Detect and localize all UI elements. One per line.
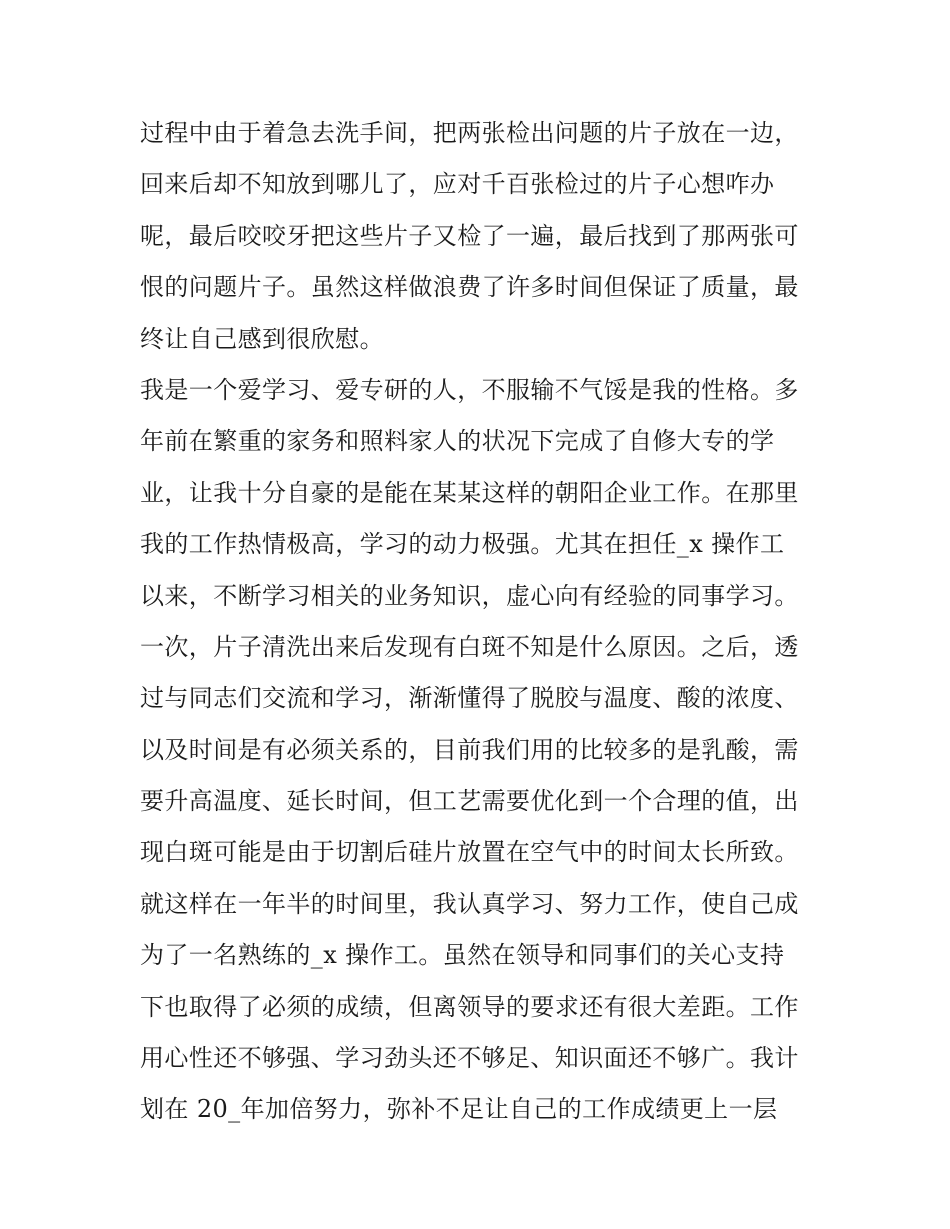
text-line: 以来，不断学习相关的业务知识，虚心向有经验的同事学习。 <box>140 581 799 610</box>
text-line: 呢，最后咬咬牙把这些片子又检了一遍，最后找到了那两张可 <box>140 221 799 250</box>
text-line: 过与同志们交流和学习，渐渐懂得了脱胶与温度、酸的浓度、 <box>140 684 799 713</box>
text-line: 现白斑可能是由于切割后硅片放置在空气中的时间太长所致。 <box>140 838 799 867</box>
text-line: 年前在繁重的家务和照料家人的状况下完成了自修大专的学 <box>140 427 775 456</box>
text-line: 以及时间是有必须关系的，目前我们用的比较多的是乳酸，需 <box>140 735 799 764</box>
text-line: 我的工作热情极高，学习的动力极强。尤其在担任_x 操作工 <box>140 530 785 559</box>
text-line: 业，让我十分自豪的是能在某某这样的朝阳企业工作。在那里 <box>140 478 799 507</box>
text-line: 要升高温度、延长时间，但工艺需要优化到一个合理的值，出 <box>140 787 799 816</box>
text-line: 回来后却不知放到哪儿了，应对千百张检过的片子心想咋办 <box>140 170 775 199</box>
text-line: 划在 20_年加倍努力，弥补不足让自己的工作成绩更上一层 <box>140 1095 778 1124</box>
text-line: 终让自己感到很欣慰。 <box>140 324 384 353</box>
text-line: 恨的问题片子。虽然这样做浪费了许多时间但保证了质量，最 <box>140 273 799 302</box>
text-line: 下也取得了必须的成绩，但离领导的要求还有很大差距。工作 <box>140 992 799 1021</box>
text-line: 就这样在一年半的时间里，我认真学习、努力工作，使自己成 <box>140 889 799 918</box>
text-line: 过程中由于着急去洗手间，把两张检出问题的片子放在一边， <box>140 119 799 147</box>
body-text <box>140 108 820 1136</box>
text-line: 为了一名熟练的_x 操作工。虽然在领导和同事们的关心支持 <box>140 941 785 970</box>
text-line: 用心性还不够强、学习劲头还不够足、知识面还不够广。我计 <box>140 1044 799 1073</box>
text-line: 一次，片子清洗出来后发现有白斑不知是什么原因。之后，透 <box>140 632 799 661</box>
text-line: 我是一个爱学习、爱专研的人，不服输不气馁是我的性格。多 <box>140 375 799 404</box>
